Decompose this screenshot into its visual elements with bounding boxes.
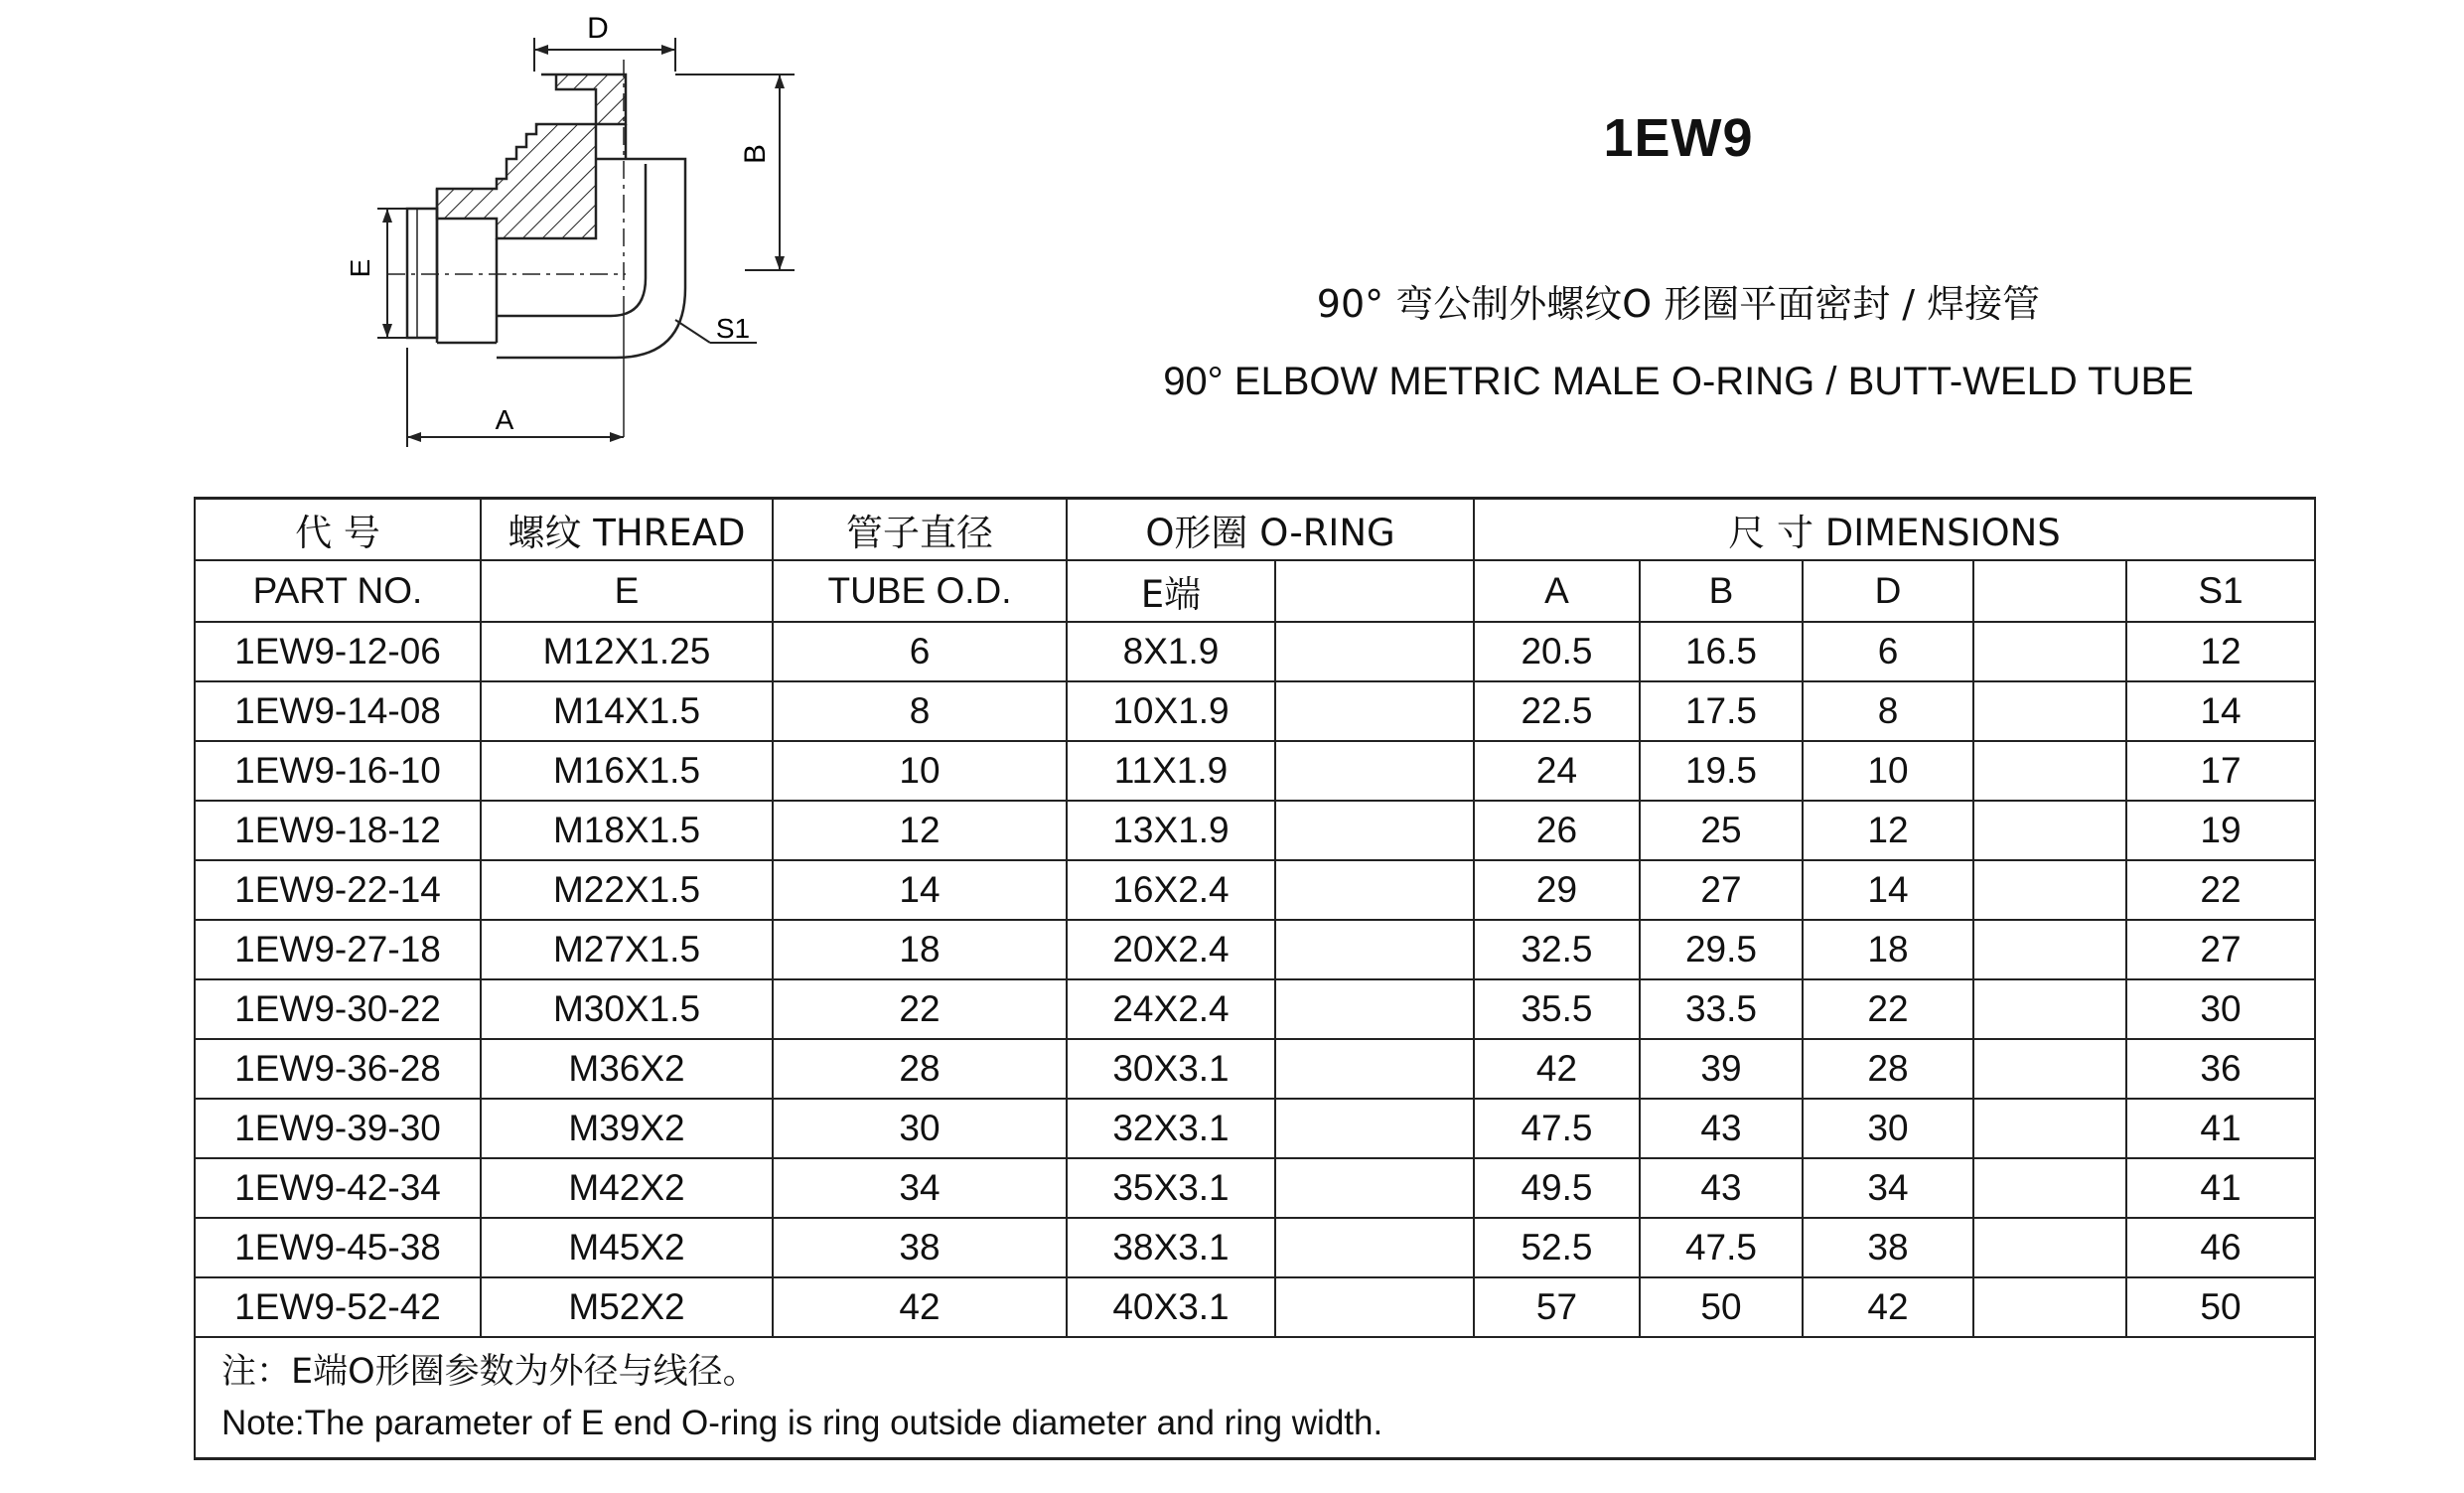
header-part-cn: 代 号 <box>195 499 481 561</box>
cell-s1: 17 <box>2126 741 2315 801</box>
table-body <box>195 622 2315 1337</box>
cell-thread: M14X1.5 <box>481 681 773 741</box>
cell-b: 33.5 <box>1640 979 1803 1039</box>
cell-empty <box>1973 1218 2126 1277</box>
cell-b: 43 <box>1640 1158 1803 1218</box>
cell-a: 42 <box>1474 1039 1640 1099</box>
dim-b-label: B <box>739 143 772 165</box>
header-dim-a: A <box>1474 560 1640 622</box>
table-row <box>195 681 2315 741</box>
cell-empty <box>1973 622 2126 681</box>
cell-b: 19.5 <box>1640 741 1803 801</box>
cell-empty <box>1973 1039 2126 1099</box>
cell-part: 1EW9-16-10 <box>195 741 481 801</box>
table-row <box>195 1039 2315 1099</box>
header-dim-d: D <box>1803 560 1973 622</box>
cell-thread: M45X2 <box>481 1218 773 1277</box>
cell-d: 34 <box>1803 1158 1973 1218</box>
cell-empty <box>1973 1158 2126 1218</box>
cell-thread: M22X1.5 <box>481 860 773 920</box>
note-row <box>195 1337 2315 1459</box>
cell-s1: 50 <box>2126 1277 2315 1337</box>
cell-empty <box>1275 681 1474 741</box>
fitting-drawing <box>328 0 804 457</box>
cell-tube: 10 <box>773 741 1067 801</box>
cell-a: 20.5 <box>1474 622 1640 681</box>
table-row <box>195 979 2315 1039</box>
cell-s1: 36 <box>2126 1039 2315 1099</box>
table-row <box>195 860 2315 920</box>
cell-empty <box>1275 1277 1474 1337</box>
elbow-fitting-diagram <box>328 0 804 457</box>
cell-part: 1EW9-52-42 <box>195 1277 481 1337</box>
cell-b: 50 <box>1640 1277 1803 1337</box>
cell-b: 39 <box>1640 1039 1803 1099</box>
cell-oring: 20X2.4 <box>1067 920 1275 979</box>
cell-empty <box>1973 681 2126 741</box>
cell-a: 29 <box>1474 860 1640 920</box>
table-subheader-row <box>195 560 2315 622</box>
header-oring: O形圈 O-RING <box>1067 499 1474 561</box>
cell-thread: M42X2 <box>481 1158 773 1218</box>
cell-s1: 12 <box>2126 622 2315 681</box>
cell-tube: 6 <box>773 622 1067 681</box>
cell-tube: 28 <box>773 1039 1067 1099</box>
page-title: 1EW9 <box>1603 108 1754 168</box>
cell-a: 52.5 <box>1474 1218 1640 1277</box>
cell-a: 32.5 <box>1474 920 1640 979</box>
table-row <box>195 1099 2315 1158</box>
cell-empty <box>1973 979 2126 1039</box>
cell-empty <box>1275 860 1474 920</box>
cell-thread: M27X1.5 <box>481 920 773 979</box>
cell-b: 29.5 <box>1640 920 1803 979</box>
cell-d: 22 <box>1803 979 1973 1039</box>
cell-d: 18 <box>1803 920 1973 979</box>
header-tube-cn: 管子直径 <box>773 499 1067 561</box>
note-english: Note:The parameter of E end O-ring is ring outside diameter and ring width. <box>221 1404 1383 1442</box>
header-dim-b: B <box>1640 560 1803 622</box>
cell-b: 27 <box>1640 860 1803 920</box>
cell-part: 1EW9-36-28 <box>195 1039 481 1099</box>
cell-empty <box>1275 1158 1474 1218</box>
cell-s1: 22 <box>2126 860 2315 920</box>
cell-tube: 30 <box>773 1099 1067 1158</box>
cell-empty <box>1973 1099 2126 1158</box>
cell-a: 24 <box>1474 741 1640 801</box>
cell-s1: 41 <box>2126 1158 2315 1218</box>
cell-oring: 13X1.9 <box>1067 801 1275 860</box>
cell-b: 43 <box>1640 1099 1803 1158</box>
cell-part: 1EW9-18-12 <box>195 801 481 860</box>
cell-part: 1EW9-22-14 <box>195 860 481 920</box>
header-tube-en: TUBE O.D. <box>773 560 1067 622</box>
cell-d: 8 <box>1803 681 1973 741</box>
dim-s1-label: S1 <box>715 313 751 344</box>
cell-d: 38 <box>1803 1218 1973 1277</box>
cell-s1: 27 <box>2126 920 2315 979</box>
cell-d: 14 <box>1803 860 1973 920</box>
cell-s1: 14 <box>2126 681 2315 741</box>
table-note <box>195 1337 2315 1459</box>
table-header-row <box>195 499 2315 561</box>
cell-part: 1EW9-42-34 <box>195 1158 481 1218</box>
header-part-en: PART NO. <box>195 560 481 622</box>
cell-d: 28 <box>1803 1039 1973 1099</box>
header-thread: 螺纹 THREAD <box>481 499 773 561</box>
header-dimensions: 尺 寸 DIMENSIONS <box>1474 499 2315 561</box>
cell-d: 42 <box>1803 1277 1973 1337</box>
cell-a: 47.5 <box>1474 1099 1640 1158</box>
cell-a: 49.5 <box>1474 1158 1640 1218</box>
table-row <box>195 801 2315 860</box>
cell-empty <box>1973 1277 2126 1337</box>
cell-tube: 38 <box>773 1218 1067 1277</box>
header-empty-2 <box>1973 560 2126 622</box>
header-dim-s1: S1 <box>2126 560 2315 622</box>
cell-thread: M36X2 <box>481 1039 773 1099</box>
subtitle-chinese: 90° 弯公制外螺纹O 形圈平面密封 / 焊接管 <box>1316 282 2041 326</box>
cell-oring: 40X3.1 <box>1067 1277 1275 1337</box>
dim-e-label: E <box>345 258 375 278</box>
cell-thread: M12X1.25 <box>481 622 773 681</box>
cell-s1: 30 <box>2126 979 2315 1039</box>
cell-oring: 16X2.4 <box>1067 860 1275 920</box>
cell-empty <box>1973 920 2126 979</box>
cell-s1: 41 <box>2126 1099 2315 1158</box>
cell-a: 35.5 <box>1474 979 1640 1039</box>
table-row <box>195 1277 2315 1337</box>
dim-d-label: D <box>587 12 609 45</box>
cell-empty <box>1275 801 1474 860</box>
cell-part: 1EW9-45-38 <box>195 1218 481 1277</box>
cell-thread: M30X1.5 <box>481 979 773 1039</box>
cell-empty <box>1275 979 1474 1039</box>
cell-b: 25 <box>1640 801 1803 860</box>
table-row <box>195 622 2315 681</box>
cell-tube: 18 <box>773 920 1067 979</box>
header-thread-e: E <box>481 560 773 622</box>
specification-table <box>194 497 2316 1460</box>
cell-thread: M39X2 <box>481 1099 773 1158</box>
cell-oring: 30X3.1 <box>1067 1039 1275 1099</box>
cell-tube: 8 <box>773 681 1067 741</box>
cell-tube: 42 <box>773 1277 1067 1337</box>
cell-tube: 12 <box>773 801 1067 860</box>
cell-oring: 35X3.1 <box>1067 1158 1275 1218</box>
cell-thread: M52X2 <box>481 1277 773 1337</box>
cell-d: 10 <box>1803 741 1973 801</box>
cell-part: 1EW9-39-30 <box>195 1099 481 1158</box>
cell-oring: 8X1.9 <box>1067 622 1275 681</box>
cell-empty <box>1973 860 2126 920</box>
cell-empty <box>1275 920 1474 979</box>
cell-empty <box>1973 741 2126 801</box>
cell-b: 47.5 <box>1640 1218 1803 1277</box>
cell-thread: M16X1.5 <box>481 741 773 801</box>
cell-tube: 22 <box>773 979 1067 1039</box>
cell-d: 12 <box>1803 801 1973 860</box>
cell-a: 57 <box>1474 1277 1640 1337</box>
cell-s1: 46 <box>2126 1218 2315 1277</box>
header-oring-e: E端 <box>1067 560 1275 622</box>
cell-tube: 14 <box>773 860 1067 920</box>
cell-part: 1EW9-27-18 <box>195 920 481 979</box>
cell-a: 26 <box>1474 801 1640 860</box>
cell-d: 30 <box>1803 1099 1973 1158</box>
cell-part: 1EW9-12-06 <box>195 622 481 681</box>
note-chinese: 注：E端O形圈参数为外径与线径。 <box>221 1352 758 1392</box>
table-row <box>195 920 2315 979</box>
table-row <box>195 1218 2315 1277</box>
table-row <box>195 741 2315 801</box>
subtitle-english: 90° ELBOW METRIC MALE O-RING / BUTT-WELD TUBE <box>1163 360 2194 403</box>
cell-oring: 10X1.9 <box>1067 681 1275 741</box>
cell-a: 22.5 <box>1474 681 1640 741</box>
cell-b: 17.5 <box>1640 681 1803 741</box>
cell-b: 16.5 <box>1640 622 1803 681</box>
cell-empty <box>1275 1099 1474 1158</box>
cell-thread: M18X1.5 <box>481 801 773 860</box>
cell-part: 1EW9-30-22 <box>195 979 481 1039</box>
cell-empty <box>1275 1218 1474 1277</box>
cell-tube: 34 <box>773 1158 1067 1218</box>
dim-a-label: A <box>495 404 514 435</box>
cell-d: 6 <box>1803 622 1973 681</box>
cell-empty <box>1275 1039 1474 1099</box>
cell-s1: 19 <box>2126 801 2315 860</box>
cell-part: 1EW9-14-08 <box>195 681 481 741</box>
cell-empty <box>1275 741 1474 801</box>
cell-oring: 11X1.9 <box>1067 741 1275 801</box>
cell-empty <box>1973 801 2126 860</box>
cell-oring: 24X2.4 <box>1067 979 1275 1039</box>
cell-empty <box>1275 622 1474 681</box>
cell-oring: 32X3.1 <box>1067 1099 1275 1158</box>
table-row <box>195 1158 2315 1218</box>
cell-oring: 38X3.1 <box>1067 1218 1275 1277</box>
header-empty-1 <box>1275 560 1474 622</box>
